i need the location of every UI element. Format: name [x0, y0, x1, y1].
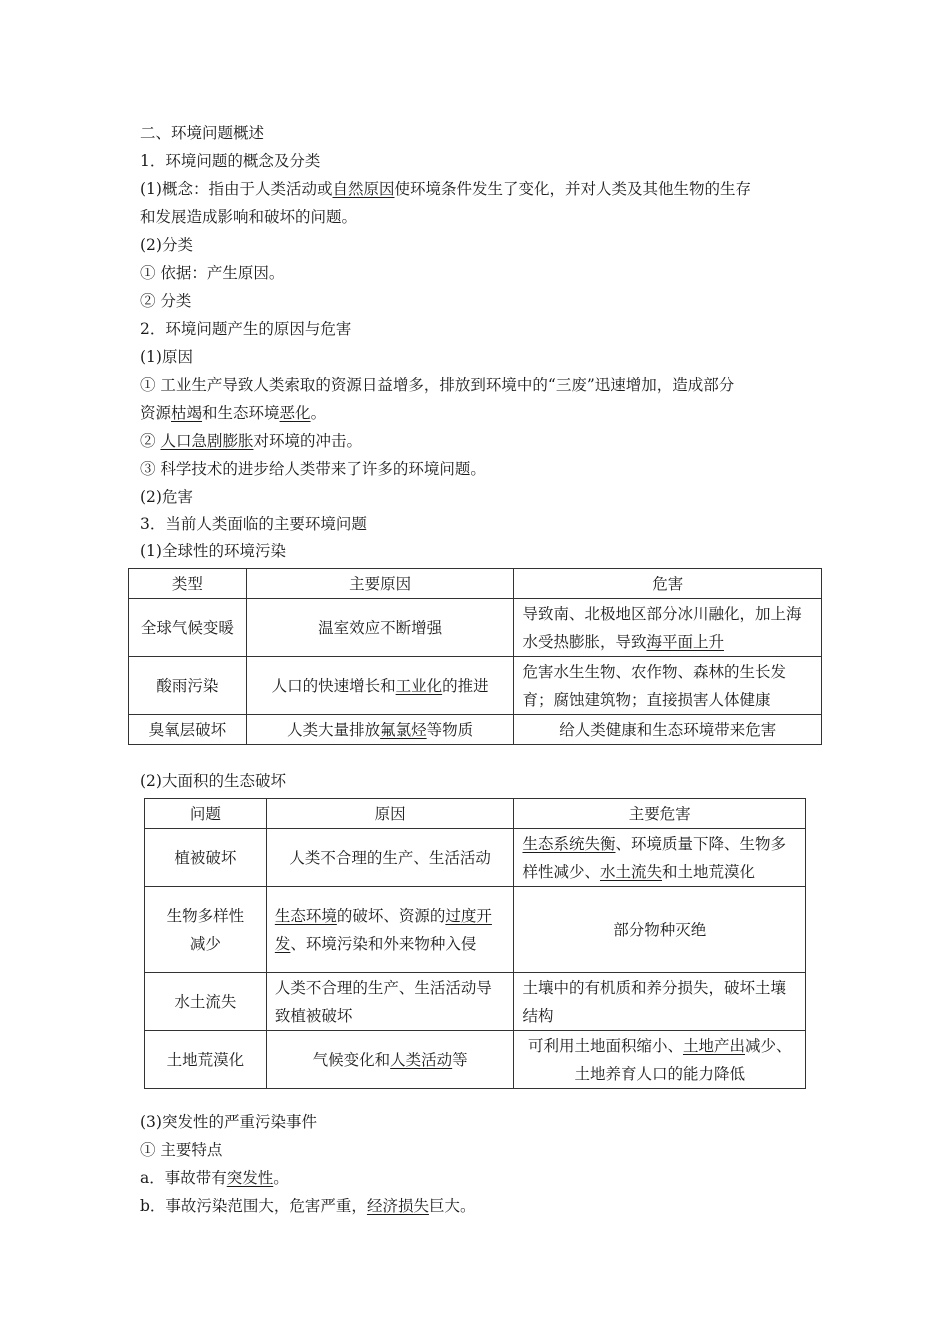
table-header: 主要原因: [246, 569, 514, 599]
underlined-term: 自然原因: [332, 180, 395, 198]
table-row: 酸雨污染 人口的快速增长和工业化的推进 危害水生生物、农作物、森林的生长发育；腐蚀建筑物；直接损害人体健康: [129, 657, 822, 715]
classify-item: ② 分类: [140, 292, 192, 310]
concept-line-2: 和发展造成影响和破坏的问题。: [140, 208, 358, 226]
table-row: 全球气候变暖 温室效应不断增强 导致南、北极地区部分冰川融化，加上海水受热膨胀，导致海平面上升: [129, 599, 822, 657]
ecological-damage-table: [144, 798, 806, 1089]
classify-basis: ① 依据：产生原因。: [140, 264, 285, 282]
table-header: 原因: [266, 799, 514, 829]
table-header: 问题: [145, 799, 267, 829]
cause-line-4: ③ 科学技术的进步给人类带来了许多的环境问题。: [140, 460, 486, 478]
cause-line-3: ② 人口急剧膨胀对环境的冲击。: [140, 432, 362, 450]
event-item-b: b．事故污染范围大，危害严重，经济损失巨大。: [140, 1197, 476, 1215]
table-row: 生物多样性减少 生态环境的破坏、资源的过度开发、环境污染和外来物种入侵 部分物种灭绝: [145, 887, 806, 973]
table-row: 臭氧层破坏 人类大量排放氟氯烃等物质 给人类健康和生态环境带来危害: [129, 715, 822, 745]
table-header: 类型: [129, 569, 247, 599]
table-header: 主要危害: [514, 799, 806, 829]
event-heading: (3)突发性的严重污染事件: [140, 1113, 317, 1131]
event-features: ① 主要特点: [140, 1141, 223, 1159]
table1-title: (1)全球性的环境污染: [140, 542, 286, 560]
cause-heading: (1)原因: [140, 348, 193, 366]
table-row: 土地荒漠化 气候变化和人类活动等 可利用土地面积缩小、土地产出减少、土地养育人口的能力降低: [145, 1031, 806, 1089]
subsection-title-3: 3．当前人类面临的主要环境问题: [140, 515, 367, 533]
cause-line-1: ① 工业生产导致人类索取的资源日益增多，排放到环境中的“三废”迅速增加，造成部分: [140, 376, 735, 394]
table2-title: (2)大面积的生态破坏: [140, 772, 286, 790]
subsection-title-2: 2．环境问题产生的原因与危害: [140, 320, 352, 338]
subsection-title-1: 1．环境问题的概念及分类: [140, 152, 321, 170]
global-pollution-table: [128, 568, 822, 745]
classify-heading: (2)分类: [140, 236, 193, 254]
table-row: 植被破坏 人类不合理的生产、生活活动 生态系统失衡、环境质量下降、生物多样性减少、水土流失和土地荒漠化: [145, 829, 806, 887]
table-row: 水土流失 人类不合理的生产、生活活动导致植被破坏 土壤中的有机质和养分损失，破坏土壤结构: [145, 973, 806, 1031]
cause-line-2: 资源枯竭和生态环境恶化。: [140, 404, 327, 422]
concept-line-1: (1)概念：指由于人类活动或自然原因使环境条件发生了变化，并对人类及其他生物的生存: [140, 180, 751, 198]
section-heading: 二、环境问题概述: [140, 124, 265, 142]
event-item-a: a．事故带有突发性。: [140, 1169, 289, 1187]
table-header: 危害: [514, 569, 822, 599]
harm-heading: (2)危害: [140, 488, 193, 506]
